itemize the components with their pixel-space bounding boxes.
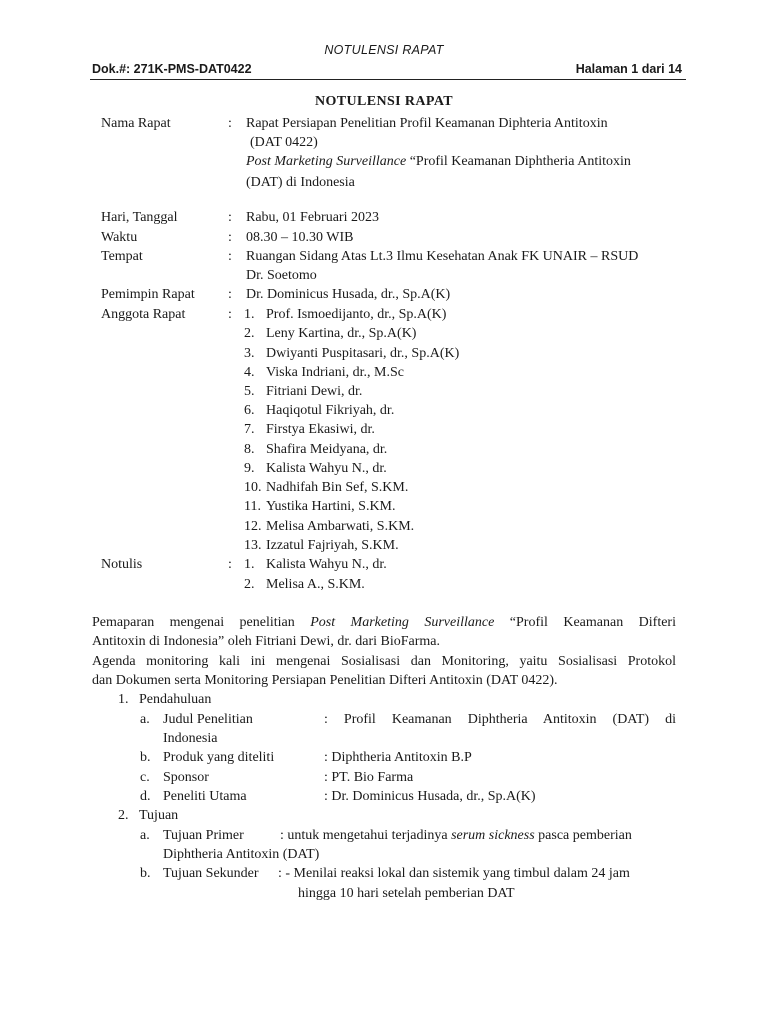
section-title: Pendahuluan bbox=[139, 692, 212, 707]
item-value: : Diphtheria Antitoxin B.P bbox=[324, 750, 472, 765]
italic-text: Post Marketing Surveillance bbox=[310, 615, 495, 630]
label-notulis: Notulis bbox=[101, 557, 143, 572]
header-divider bbox=[90, 79, 686, 80]
colon: : bbox=[228, 249, 232, 264]
label-anggota-rapat: Anggota Rapat bbox=[101, 307, 186, 322]
member-name: Nadhifah Bin Sef, S.KM. bbox=[266, 480, 409, 495]
item-label: Peneliti Utama bbox=[163, 789, 247, 804]
nama-rapat-line4: (DAT) di Indonesia bbox=[246, 175, 355, 190]
hari-tanggal-value: Rabu, 01 Februari 2023 bbox=[246, 210, 379, 225]
tempat-line1: Ruangan Sidang Atas Lt.3 Ilmu Kesehatan Anak FK UNAIR – RSUD bbox=[246, 249, 639, 264]
list-number: 7. bbox=[244, 422, 255, 437]
italic-text: serum sickness bbox=[451, 828, 535, 843]
notulis-name: Kalista Wahyu N., dr. bbox=[266, 557, 387, 572]
colon: : bbox=[228, 230, 232, 245]
label-pemimpin-rapat: Pemimpin Rapat bbox=[101, 287, 195, 302]
label-tempat: Tempat bbox=[101, 249, 143, 264]
paragraph-line bbox=[92, 613, 676, 633]
item-value: : Dr. Dominicus Husada, dr., Sp.A(K) bbox=[324, 789, 536, 804]
list-number: 2. bbox=[244, 326, 255, 341]
item-value bbox=[280, 826, 632, 845]
paragraph-line: Antitoxin di Indonesia” oleh Fitriani Dewi, dr. dari BioFarma. bbox=[92, 634, 440, 649]
item-letter: c. bbox=[140, 770, 150, 785]
colon: : bbox=[228, 116, 232, 131]
text-span: : untuk mengetahui terjadinya bbox=[280, 828, 452, 843]
colon: : bbox=[228, 210, 232, 225]
item-letter: b. bbox=[140, 750, 151, 765]
list-number: 9. bbox=[244, 461, 255, 476]
item-letter: a. bbox=[140, 828, 150, 843]
member-name: Fitriani Dewi, dr. bbox=[266, 384, 363, 399]
member-name: Viska Indriani, dr., M.Sc bbox=[266, 365, 404, 380]
colon: : bbox=[228, 287, 232, 302]
item-letter: a. bbox=[140, 712, 150, 727]
list-number: 5. bbox=[244, 384, 255, 399]
list-number: 4. bbox=[244, 365, 255, 380]
list-number: 10. bbox=[244, 480, 262, 495]
document-title: NOTULENSI RAPAT bbox=[314, 94, 454, 109]
member-name: Firstya Ekasiwi, dr. bbox=[266, 422, 375, 437]
page-indicator: Halaman 1 dari 14 bbox=[575, 62, 682, 76]
nama-rapat-line1: Rapat Persiapan Penelitian Profil Keamanan Diphteria Antitoxin bbox=[246, 116, 608, 131]
list-number: 3. bbox=[244, 346, 255, 361]
member-name: Shafira Meidyana, dr. bbox=[266, 442, 388, 457]
list-number: 13. bbox=[244, 538, 262, 553]
member-name: Yustika Hartini, S.KM. bbox=[266, 499, 396, 514]
colon: : bbox=[228, 307, 232, 322]
section-title: Tujuan bbox=[139, 808, 179, 823]
text-span: “Profil Keamanan Difteri bbox=[494, 615, 676, 630]
colon: : bbox=[228, 557, 232, 572]
document-number: Dok.#: 271K-PMS-DAT0422 bbox=[92, 62, 252, 76]
list-number: 1. bbox=[244, 557, 255, 572]
list-number: 12. bbox=[244, 519, 262, 534]
item-value: : Profil Keamanan Diphtheria Antitoxin (DAT) di bbox=[324, 712, 676, 727]
pemimpin-value: Dr. Dominicus Husada, dr., Sp.A(K) bbox=[246, 287, 451, 302]
item-letter: b. bbox=[140, 866, 151, 881]
item-label: Judul Penelitian bbox=[163, 712, 253, 727]
list-number: 11. bbox=[244, 499, 261, 514]
member-name: Kalista Wahyu N., dr. bbox=[266, 461, 387, 476]
list-number: 1. bbox=[244, 307, 255, 322]
section-number: 2. bbox=[118, 808, 129, 823]
text-span: pasca pemberian bbox=[534, 828, 632, 843]
text-span: Pemaparan mengenai penelitian bbox=[92, 615, 311, 630]
member-name: Haqiqotul Fikriyah, dr. bbox=[266, 403, 395, 418]
nama-rapat-line3-rest: “Profil Keamanan Diphtheria Antitoxin bbox=[406, 154, 631, 169]
item-value-continuation: Diphtheria Antitoxin (DAT) bbox=[163, 847, 320, 862]
paragraph-line: Agenda monitoring kali ini mengenai Sosialisasi dan Monitoring, yaitu Sosialisasi Protokol bbox=[92, 654, 676, 669]
member-name: Dwiyanti Puspitasari, dr., Sp.A(K) bbox=[266, 346, 460, 361]
item-value-continuation: hingga 10 hari setelah pemberian DAT bbox=[298, 886, 515, 901]
item-label: Tujuan Primer bbox=[163, 828, 244, 843]
member-name: Izzatul Fajriyah, S.KM. bbox=[266, 538, 399, 553]
paragraph-line: dan Dokumen serta Monitoring Persiapan Penelitian Difteri Antitoxin (DAT 0422). bbox=[92, 673, 558, 688]
item-value-continuation: Indonesia bbox=[163, 731, 218, 746]
nama-rapat-italic: Post Marketing Surveillance bbox=[246, 154, 407, 169]
section-number: 1. bbox=[118, 692, 129, 707]
label-hari-tanggal: Hari, Tanggal bbox=[101, 210, 178, 225]
member-name: Leny Kartina, dr., Sp.A(K) bbox=[266, 326, 417, 341]
item-letter: d. bbox=[140, 789, 151, 804]
nama-rapat-line3 bbox=[246, 152, 631, 171]
label-nama-rapat: Nama Rapat bbox=[101, 116, 171, 131]
tempat-line2: Dr. Soetomo bbox=[246, 268, 317, 283]
list-number: 6. bbox=[244, 403, 255, 418]
running-header-title: NOTULENSI RAPAT bbox=[324, 43, 444, 57]
member-name: Prof. Ismoedijanto, dr., Sp.A(K) bbox=[266, 307, 447, 322]
member-name: Melisa Ambarwati, S.KM. bbox=[266, 519, 415, 534]
label-waktu: Waktu bbox=[101, 230, 138, 245]
waktu-value: 08.30 – 10.30 WIB bbox=[246, 230, 354, 245]
item-label: Produk yang diteliti bbox=[163, 750, 275, 765]
item-value: : PT. Bio Farma bbox=[324, 770, 414, 785]
item-label: Sponsor bbox=[163, 770, 209, 785]
item-label: Tujuan Sekunder bbox=[163, 866, 259, 881]
item-value: : - Menilai reaksi lokal dan sistemik yang timbul dalam 24 jam bbox=[278, 866, 630, 881]
list-number: 2. bbox=[244, 577, 255, 592]
list-number: 8. bbox=[244, 442, 255, 457]
nama-rapat-line2: (DAT 0422) bbox=[250, 135, 318, 150]
notulis-name: Melisa A., S.KM. bbox=[266, 577, 365, 592]
